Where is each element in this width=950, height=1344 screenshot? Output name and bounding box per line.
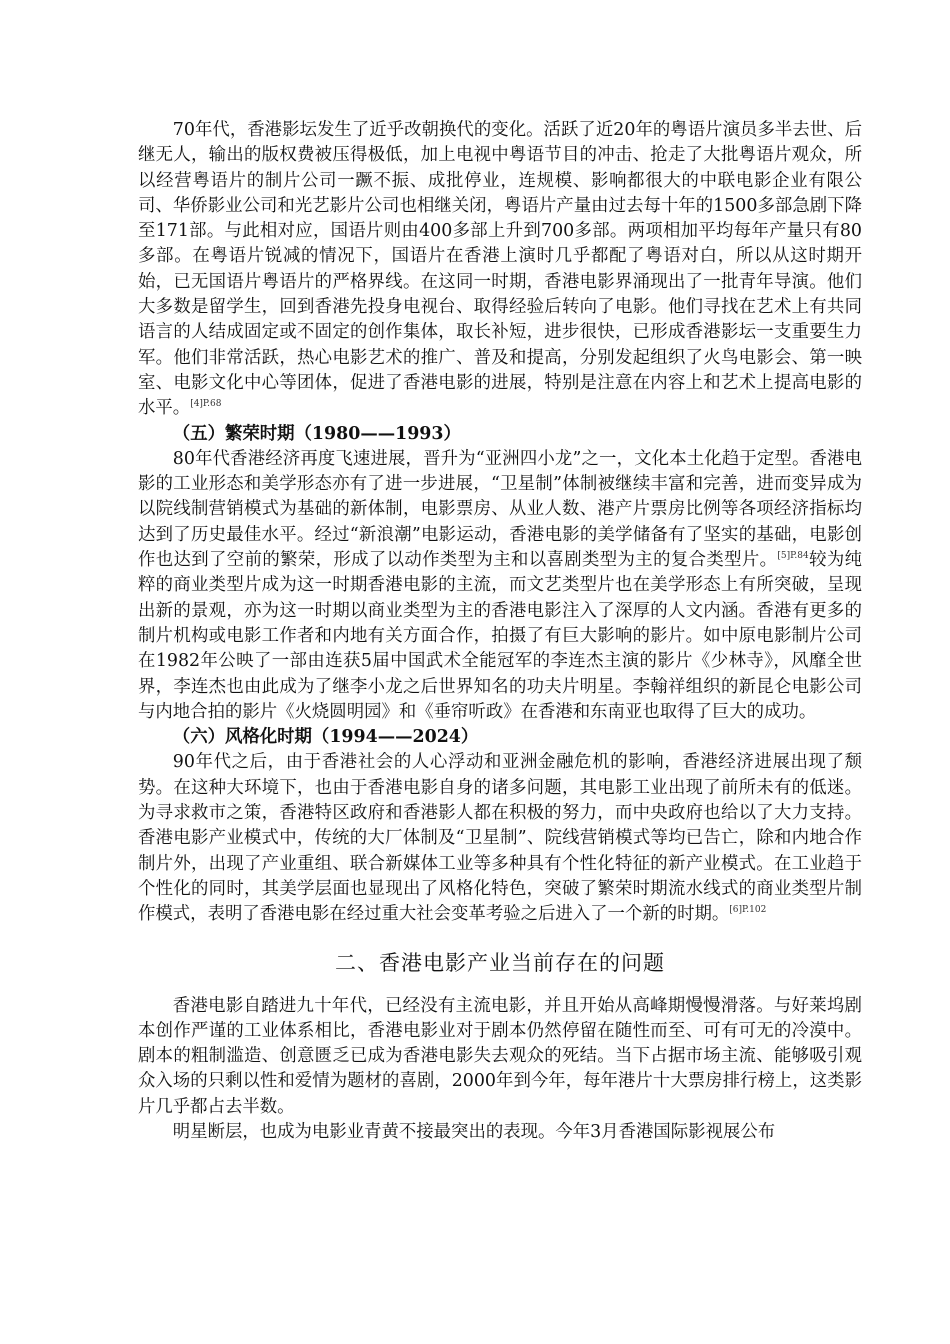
paragraph-problems-1: 香港电影自踏进九十年代，已经没有主流电影，并且开始从高峰期慢慢滑落。与好莱坞剧本创作严谨的工业体系相比，香港电影业对于剧本仍然停留在随性而至、可有可无的冷漠中。剧本的粗制滥造、创意匮乏已成为香港电影失去观众的死结。当下占据市场主流、能够吸引观众入场的只剩以性和爱情为题材的喜剧，2000年到今年，每年港片十大票房排行榜上，这类影片几乎都占去半数。 — [138, 995, 862, 1117]
paragraph-prosperity-text-b: 较为纯粹的商业类型片成为这一时期香港电影的主流，而文艺类型片也在美学形态上有所突破，呈现出新的景观，亦为这一时期以商业类型为主的香港电影注入了深厚的人文内涵。香港有更多的制片机构或电影工作者和内地有关方面合作，拍摄了有巨大影响的影片。如中原电影制片公司在1982年公映了一部由连获5届中国武术全能冠军的李连杰主演的影片《少林寺》，风靡全世界，李连杰也由此成为了继李小龙之后世界知名的功夫片明星。李翰祥组织的新昆仑电影公司与内地合拍的影片《火烧圆明园》和《垂帘听政》在香港和东南亚也取得了巨大的成功。 — [138, 550, 862, 722]
section-heading-5: （五）繁荣时期（1980——1993） — [172, 423, 461, 444]
paragraph-prosperity — [138, 447, 862, 725]
document-page — [138, 118, 862, 1145]
paragraph-70s — [138, 118, 862, 422]
citation: [4]P.68 — [190, 399, 222, 410]
citation: [5]P.84 — [777, 551, 809, 562]
section-heading-6: （六）风格化时期（1994——2024） — [172, 727, 479, 748]
citation: [6]P.102 — [729, 905, 767, 916]
paragraph-prosperity-text-a: 80年代香港经济再度飞速进展，晋升为“亚洲四小龙”之一，文化本土化趋于定型。香港电影的工业形态和美学形态亦有了进一步进展，“卫星制”体制被继续丰富和完善，进而变异成为以院线制营销模式为基础的新体制，电影票房、从业人数、港产片票房比例等各项经济指标均达到了历史最佳水平。经过“新浪潮”电影运动，香港电影的美学储备有了坚实的基础，电影创作也达到了空前的繁荣，形成了以动作类型为主和以喜剧类型为主的复合类型片。 — [138, 448, 862, 571]
paragraph-problems-2: 明星断层，也成为电影业青黄不接最突出的表现。今年3月香港国际影视展公布 — [172, 1121, 776, 1142]
paragraph-stylization — [138, 750, 862, 927]
paragraph-70s-text: 70年代，香港影坛发生了近乎改朝换代的变化。活跃了近20年的粤语片演员多半去世、后继无人，输出的版权费被压得极低，加上电视中粤语节目的冲击、抢走了大批粤语片观众，所以经营粤语片的制片公司一蹶不振、成批停业，连规模、影响都很大的中联电影企业有限公司、华侨影业公司和光艺影片公司也相继关闭，粤语片产量由过去每十年的1500多部急剧下降至171部。与此相对应，国语片则由400多部上升到700多部。两项相加平均每年产量只有80多部。在粤语片锐减的情况下，国语片在香港上演时几乎都配了粤语对白，所以从这时期开始，已无国语片粤语片的严格界线。在这同一时期，香港电影界涌现出了一批青年导演。他们大多数是留学生，回到香港先投身电视台、取得经验后转向了电影。他们寻找在艺术上有共同语言的人结成固定或不固定的创作集体，取长补短，进步很快，已形成香港影坛一支重要生力军。他们非常活跃，热心电影艺术的推广、普及和提高，分别发起组织了火鸟电影会、第一映室、电影文化中心等团体，促进了香港电影的进展，特别是注意在内容上和艺术上提高电影的水平。 — [138, 120, 862, 419]
chapter-heading-2: 二、香港电影产业当前存在的问题 — [335, 950, 665, 975]
paragraph-stylization-text: 90年代之后，由于香港社会的人心浮动和亚洲金融危机的影响，香港经济进展出现了颓势。在这种大环境下，也由于香港电影自身的诸多问题，其电影工业出现了前所未有的低迷。为寻求救市之策，香港特区政府和香港影人都在积极的努力，而中央政府也给以了大力支持。香港电影产业模式中，传统的大厂体制及“卫星制”、院线营销模式等均已告亡，除和内地合作制片外，出现了产业重组、联合新媒体工业等多种具有个性化特征的新产业模式。在工业趋于个性化的同时，其美学层面也显现出了风格化特色，突破了繁荣时期流水线式的商业类型片制作模式，表明了香港电影在经过重大社会变革考验之后进入了一个新的时期。 — [138, 752, 862, 925]
